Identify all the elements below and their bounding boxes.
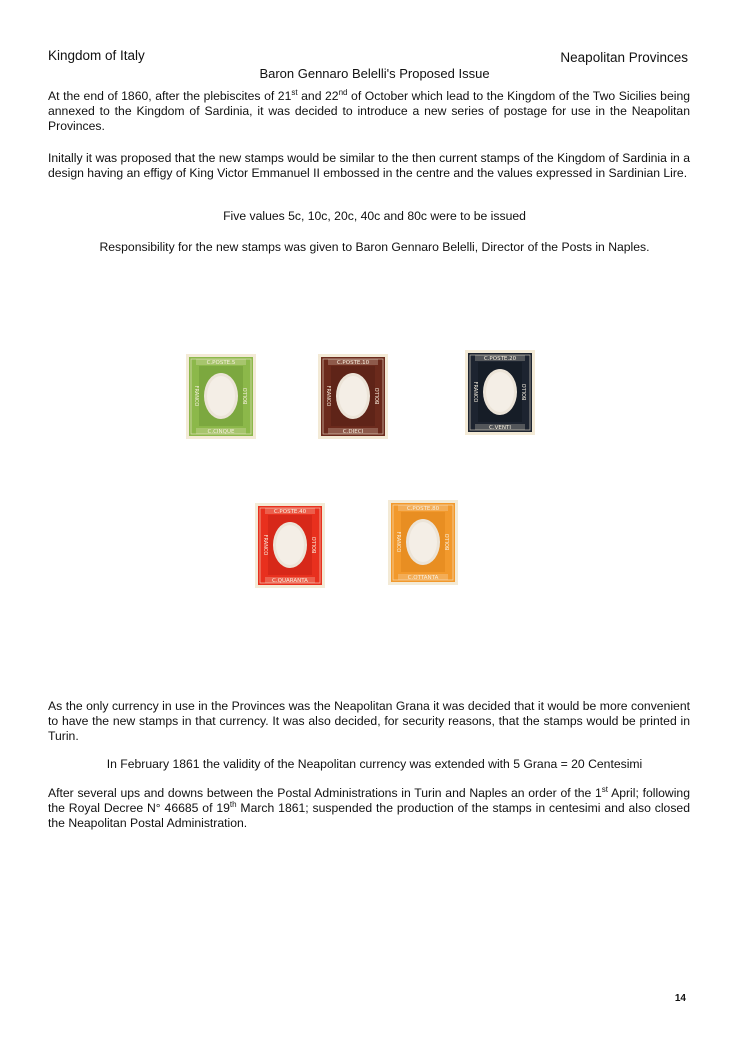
stamp-bottom-text: C.OTTANTA bbox=[407, 575, 439, 581]
stamp-right-text: BOLLO bbox=[243, 387, 249, 405]
stamp-right-text: BOLLO bbox=[445, 533, 451, 551]
stamp-2 bbox=[318, 354, 388, 439]
stamp-top-text: C.POSTE.40 bbox=[273, 509, 307, 515]
stamp-right-text: BOLLO bbox=[522, 383, 528, 401]
stamp-5 bbox=[388, 500, 458, 585]
line-five-values: Five values 5c, 10c, 20c, 40c and 80c were to be issued bbox=[223, 209, 526, 223]
stamp-left-text: FRANCO bbox=[262, 534, 268, 556]
stamp-top-text: C.POSTE.5 bbox=[206, 360, 236, 366]
paragraph-proposal: Initally it was proposed that the new stamps would be similar to the then current stamps of the Kingdom of Sardinia in a design having an effigy of King Victor Emmanuel II embossed in the centre and the values expressed in Sardinian Lire. bbox=[48, 151, 690, 180]
header-left: Kingdom of Italy bbox=[48, 48, 145, 63]
stamp-right-text: BOLLO bbox=[375, 387, 381, 405]
stamp-3 bbox=[465, 350, 535, 435]
header-right: Neapolitan Provinces bbox=[560, 50, 688, 65]
stamp-top-text: C.POSTE.80 bbox=[406, 506, 440, 512]
stamp-bottom-text: C.CINQUE bbox=[207, 429, 235, 435]
stamp-bottom-text: C.QUARANTA bbox=[272, 578, 308, 584]
stamp-bottom-text: C.VENTI bbox=[489, 425, 511, 431]
stamp-top-text: C.POSTE.10 bbox=[336, 360, 370, 366]
paragraph-decree: After several ups and downs between the Postal Administrations in Turin and Naples an order of the 1st April; following the Royal Decree N° 46685 of 19th March 1861; suspended the production of the stamps in centesimi and also closed the Neapolitan Postal Administration. bbox=[48, 784, 690, 830]
stamp-left-text: FRANCO bbox=[325, 385, 331, 407]
stamp-left-text: FRANCO bbox=[193, 385, 199, 407]
stamp-1 bbox=[186, 354, 256, 439]
paragraph-intro: At the end of 1860, after the plebiscites of 21st and 22nd of October which lead to the Kingdom of the Two Sicilies being annexed to the Kingdom of Sardinia, it was decided to introduce a new series of postage for use in the Neapolitan Provinces. bbox=[48, 87, 690, 133]
stamp-left-text: FRANCO bbox=[395, 531, 401, 553]
stamp-4 bbox=[255, 503, 325, 588]
stamp-top-text: C.POSTE.20 bbox=[483, 356, 517, 362]
line-responsibility: Responsibility for the new stamps was given to Baron Gennaro Belelli, Director of the Posts in Naples. bbox=[99, 240, 650, 254]
line-february: In February 1861 the validity of the Neapolitan currency was extended with 5 Grana = 20 Centesimi bbox=[106, 757, 643, 771]
stamp-left-text: FRANCO bbox=[472, 381, 478, 403]
stamp-right-text: BOLLO bbox=[312, 536, 318, 554]
page-number: 14 bbox=[674, 993, 686, 1004]
stamp-bottom-text: C.DIECI bbox=[342, 429, 364, 435]
page-title: Baron Gennaro Belelli's Proposed Issue bbox=[259, 66, 490, 81]
paragraph-currency: As the only currency in use in the Provinces was the Neapolitan Grana it was decided that it would be more convenient to have the new stamps in that currency. It was also decided, for security reasons, that the stamps would be printed in Turin. bbox=[48, 699, 690, 743]
